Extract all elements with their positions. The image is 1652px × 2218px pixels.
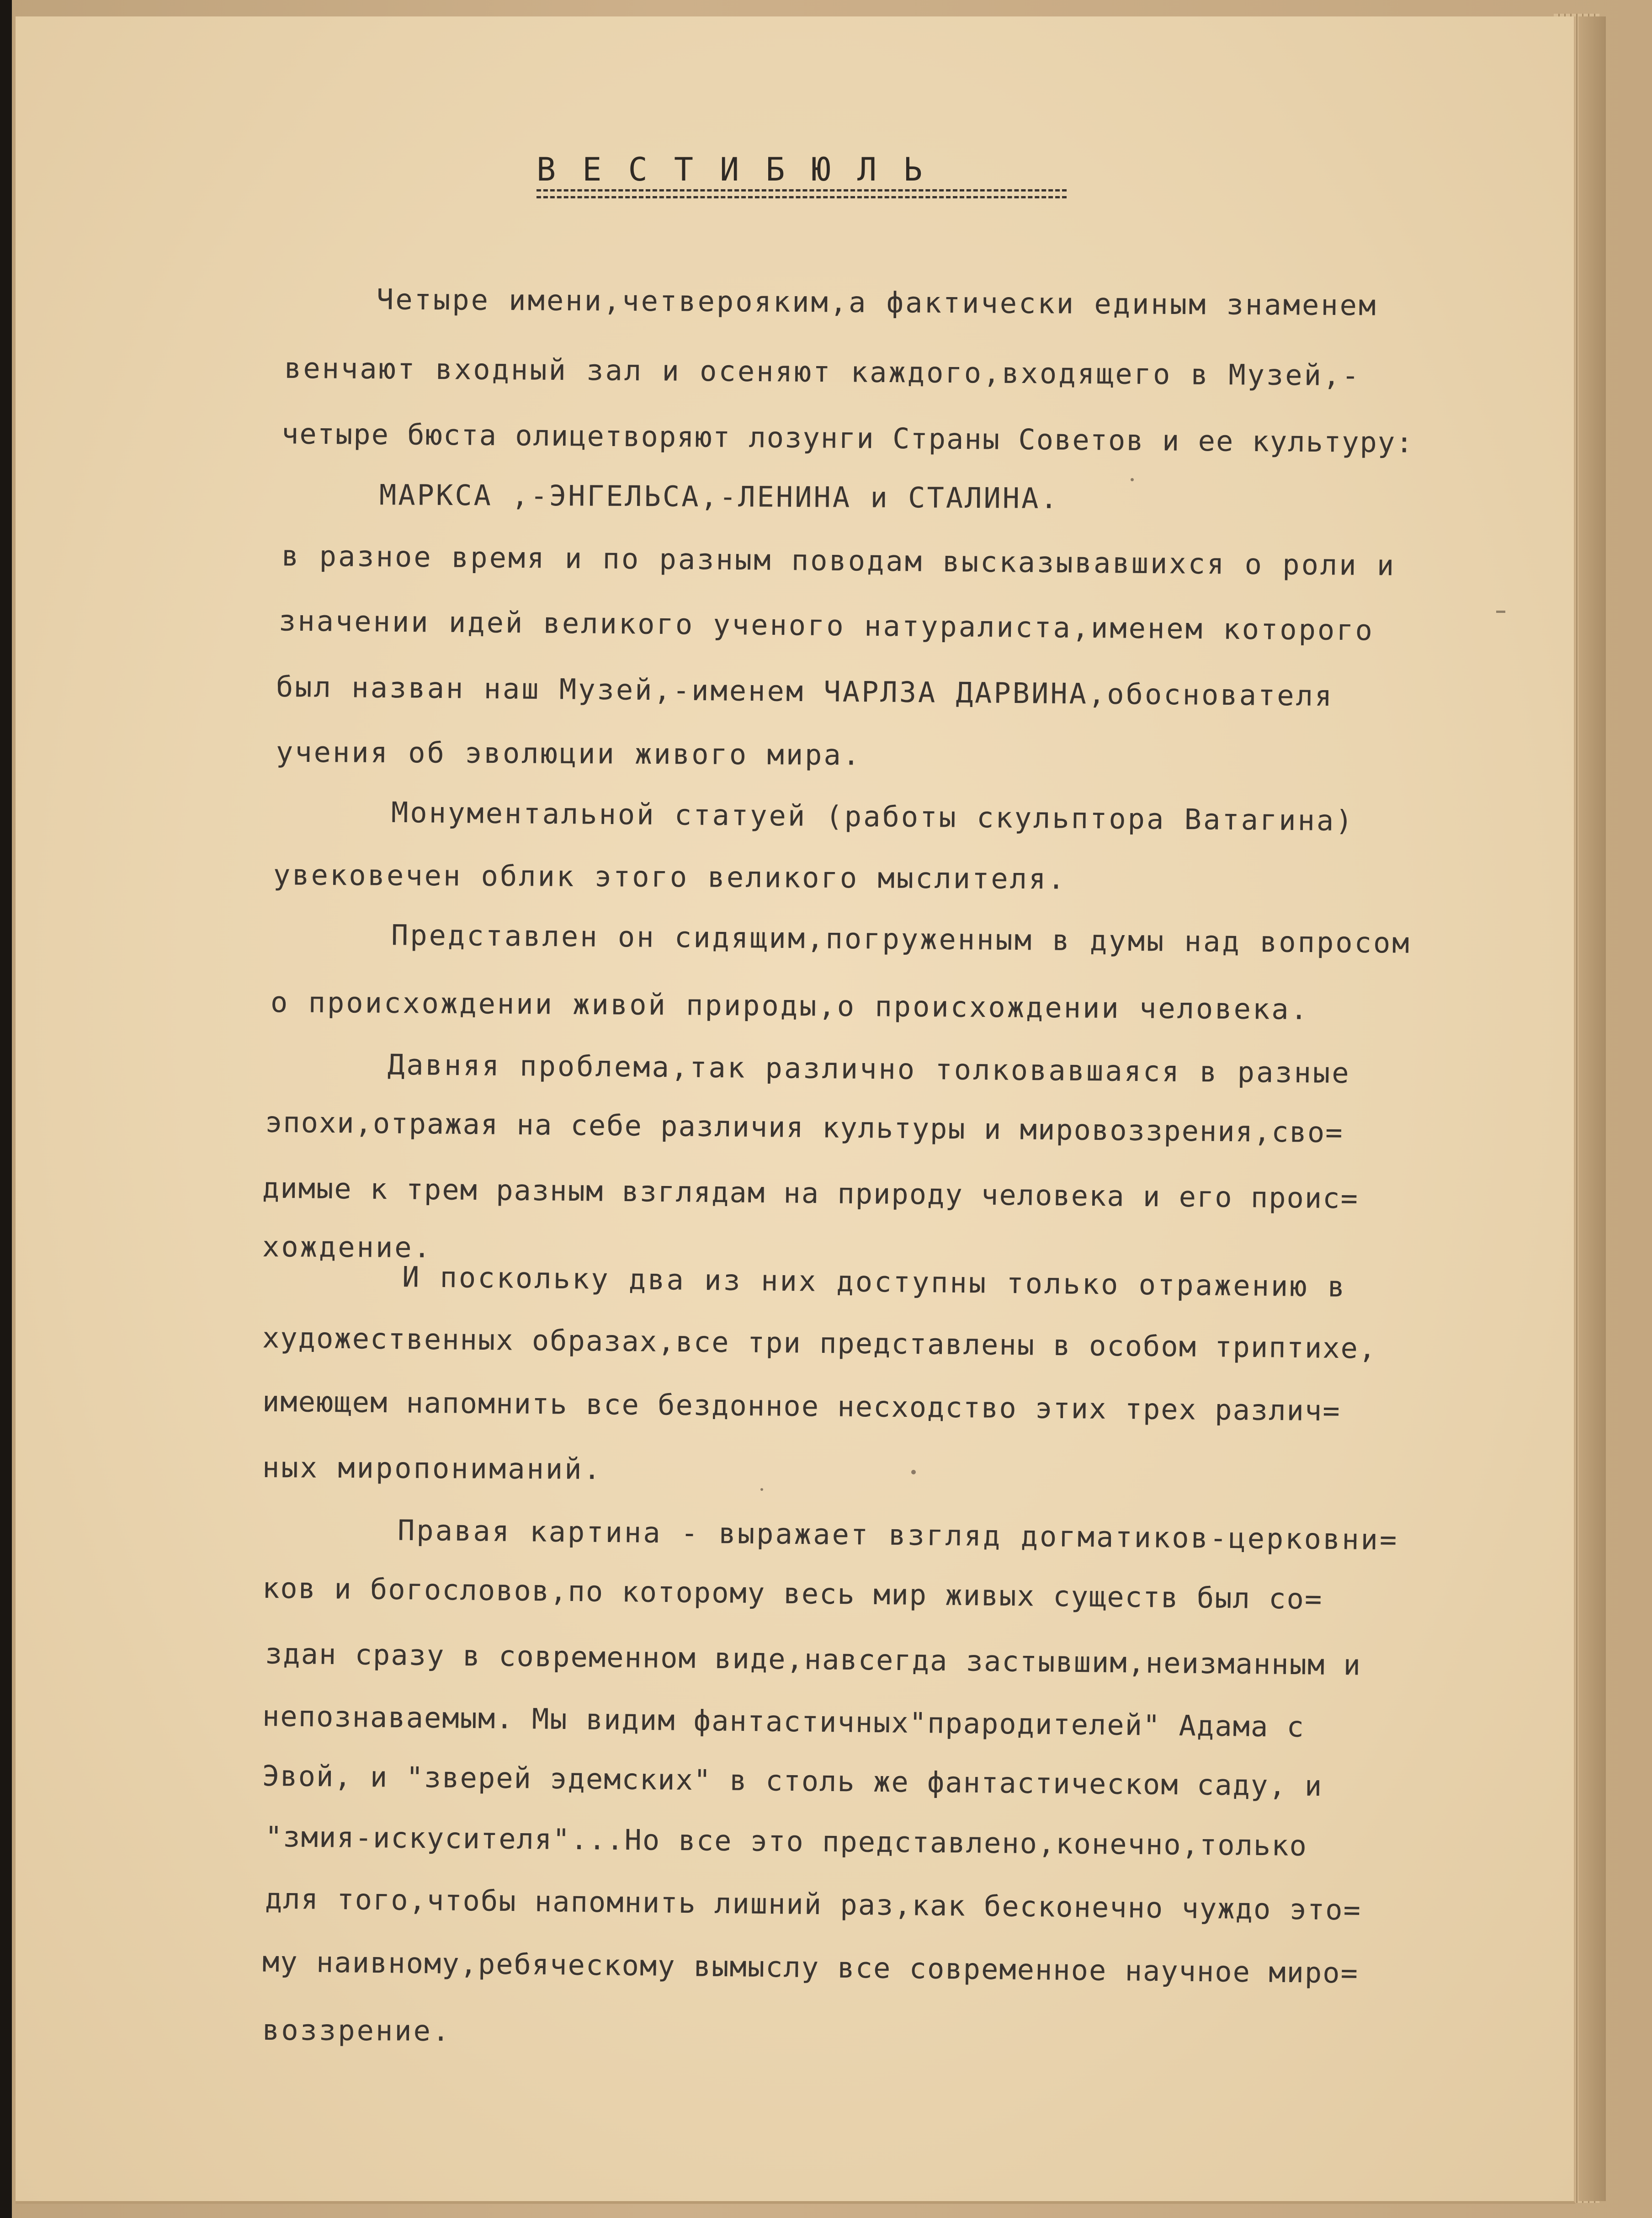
- text-line: был назван наш Музей,-именем ЧАРЛЗА ДАРВИНА,обоснователя: [276, 670, 1334, 713]
- ink-speck: [760, 1488, 763, 1491]
- text-line: для того,чтобы напомнить лишний раз,как бесконечно чуждо это=: [265, 1882, 1362, 1927]
- text-line: Четыре имени,четверояким,а фактически единым знаменем: [376, 282, 1378, 322]
- text-line: му наивному,ребяческому вымыслу все современное научное миро=: [262, 1945, 1359, 1990]
- text-line: о происхождении живой природы,о происхождении человека.: [270, 985, 1310, 1026]
- page-heading: В Е С Т И Б Ю Л Ь: [537, 151, 926, 188]
- text-line: Правая картина - выражает взгляд догматиков-церковни=: [397, 1513, 1399, 1557]
- text-line: ных миропониманий.: [262, 1451, 603, 1486]
- text-line: димые к трем разным взглядам на природу человека и его проис=: [262, 1171, 1359, 1215]
- text-line: эпохи,отражая на себе различия культуры и мировоззрения,сво=: [265, 1105, 1344, 1149]
- text-line: "змия-искусителя"...Но все это представлено,конечно,только: [265, 1820, 1308, 1862]
- text-line: непознаваемым. Мы видим фантастичных"прародителей" Адама с: [262, 1699, 1305, 1744]
- ink-speck: [1131, 478, 1134, 481]
- text-line: учения об эволюции живого мира.: [276, 735, 862, 772]
- page-edge-shadow: [1578, 16, 1606, 2201]
- text-line: Представлен он сидящим,погруженным в думы над вопросом: [391, 918, 1411, 960]
- text-line: Монументальной статуей (работы скульптора Ватагина): [391, 795, 1355, 838]
- text-line-names: МАРКСА ,-ЭНГЕЛЬСА,-ЛЕНИНА и СТАЛИНА.: [379, 478, 1059, 515]
- text-line: четыре бюста олицетворяют лозунги Страны Советов и ее культуру:: [281, 417, 1414, 459]
- typewritten-page: [16, 16, 1576, 2204]
- text-line: значении идей великого ученого натуралиста,именем которого: [278, 604, 1375, 647]
- text-line: И поскольку два из них доступны только отражению в: [402, 1260, 1347, 1303]
- text-line: здан сразу в современном виде,навсегда застывшим,неизманным и: [265, 1637, 1362, 1682]
- heading-double-underline: [537, 189, 1067, 198]
- ink-speck: [911, 1470, 916, 1474]
- text-line: в разное время и по разным поводам высказывавшихся о роли и: [281, 539, 1396, 582]
- text-line: венчают входный зал и осеняют каждого,входящего в Музей,-: [284, 351, 1361, 393]
- text-line: Эвой, и "зверей эдемских" в столь же фантастическом саду, и: [262, 1759, 1323, 1803]
- text-line: хождение.: [262, 1230, 433, 1264]
- text-line: имеющем напомнить все бездонное несходство этих трех различ=: [262, 1384, 1341, 1428]
- text-line: Давняя проблема,так различно толковавшаяся в разные: [387, 1048, 1351, 1090]
- text-line: художественных образах,все три представлены в особом триптихе,: [262, 1321, 1377, 1365]
- binder-edge: [0, 0, 12, 2218]
- text-line: увековечен облик этого великого мыслителя.: [273, 858, 1067, 896]
- ink-mark: [1496, 611, 1505, 613]
- text-line: воззрение.: [262, 2013, 452, 2048]
- text-line: ков и богословов,по которому весь мир живых существ был со=: [262, 1571, 1323, 1616]
